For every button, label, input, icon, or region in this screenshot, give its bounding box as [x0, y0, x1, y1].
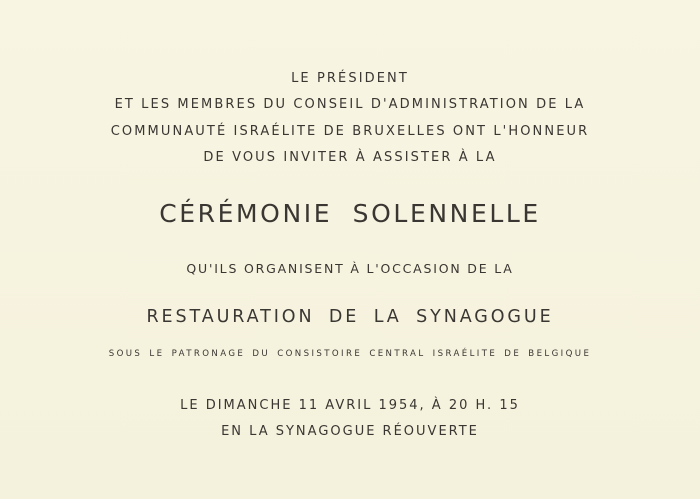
intro-line-invite: DE VOUS INVITER À ASSISTER À LA [203, 150, 497, 165]
patronage-line: SOUS LE PATRONAGE DU CONSISTOIRE CENTRAL ISRAÉLITE DE BELGIQUE [108, 349, 592, 359]
venue-line: EN LA SYNAGOGUE RÉOUVERTE [221, 424, 479, 439]
occasion-title: RESTAURATION DE LA SYNAGOGUE [146, 307, 554, 327]
intro-line-president: LE PRÉSIDENT [291, 71, 409, 86]
organised-line: QU'ILS ORGANISENT À L'OCCASION DE LA [186, 261, 514, 276]
date-line: LE DIMANCHE 11 AVRIL 1954, À 20 H. 15 [180, 398, 520, 413]
event-title: CÉRÉMONIE SOLENNELLE [159, 199, 541, 228]
intro-line-community: COMMUNAUTÉ ISRAÉLITE DE BRUXELLES ONT L'HONNEUR [110, 124, 590, 139]
intro-line-council: ET LES MEMBRES DU CONSEIL D'ADMINISTRATION DE LA [114, 97, 586, 112]
